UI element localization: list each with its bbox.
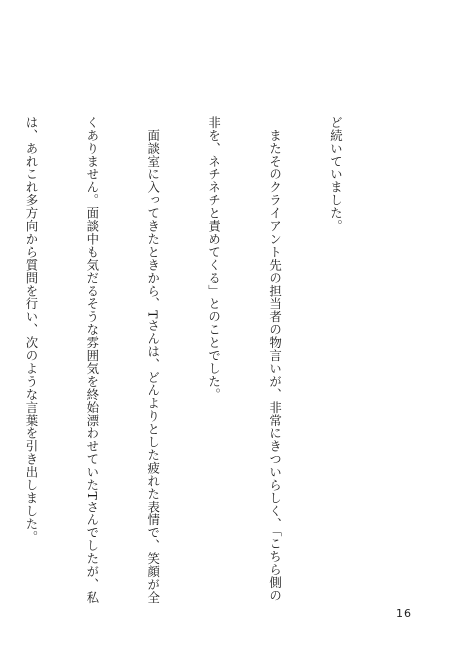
body-text — [0, 116, 386, 604]
text-line: くありません。面談中も気だるそうな雰囲気を終始漂わせていたTさんでしたが、私 — [84, 116, 100, 604]
page-number: 16 — [396, 607, 412, 620]
text-line: 面談室に入ってきたときから、Tさんは、どんよりとした疲れた表情で、笑顔が全 — [145, 116, 161, 604]
text-line: は、あれこれ多方向から質問を行い、次のような言葉を引き出しました。 — [23, 116, 39, 544]
text-line: またそのクライアント先の担当者の物言いが、非常にきついらしく、「こちら側の — [267, 116, 283, 602]
text-line: 非を、ネチネチと責めてくる」とのことでした。 — [206, 116, 222, 401]
text-line: ど続いていました。 — [328, 116, 344, 233]
